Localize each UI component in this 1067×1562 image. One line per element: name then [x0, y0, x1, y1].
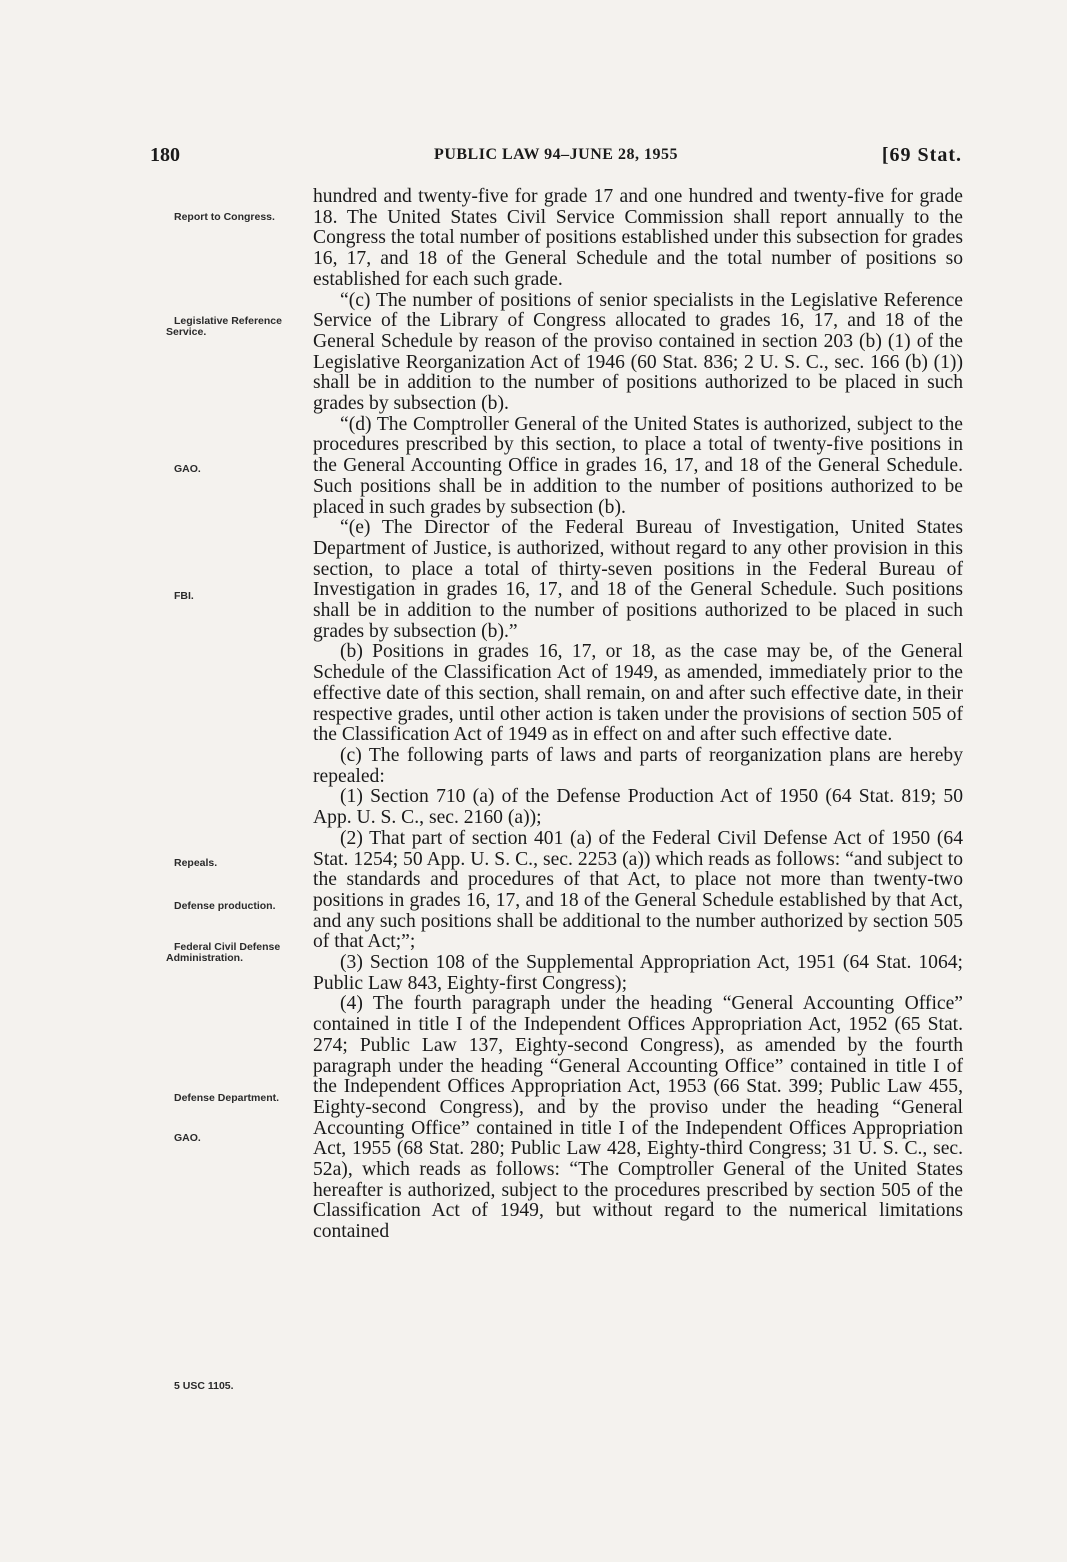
- margin-note-report-to-congress: Report to Congress.: [174, 211, 275, 223]
- paragraph-section-b: (b) Positions in grades 16, 17, or 18, as the case may be, of the General Schedule of the Classification Act of 1949, as amended, immediately prior to the effective date of this section, shall remain, on and after such effective date, in their respective grades, until other action is taken under the provisions of section 505 of the Classification Act of 1949 as in effect on and after such effective date.: [313, 641, 963, 746]
- margin-note-repeals: Repeals.: [174, 857, 218, 869]
- margin-note-gao: GAO.: [174, 463, 201, 475]
- paragraph-subsection-e: “(e) The Director of the Federal Bureau of Investigation, United States Department of Justice, is authorized, without regard to any other provision in this section, to place a total of thirty-seven positions in the Federal Bureau of Investigation in grades 16, 17, and 18 of the General Schedule. Such positions shall be in addition to the number of positions authorized to be placed in such grades by subsection (b).”: [313, 517, 963, 642]
- paragraph-subsection-d: “(d) The Comptroller General of the United States is authorized, subject to the procedures prescribed by this section, to place a total of twenty-five positions in the General Accounting Office in grades 16, 17, and 18 of the General Schedule. Such positions shall be in addition to the number of positions authorized to be placed in such grades by subsection (b).: [313, 413, 963, 518]
- margin-note-5-usc-1105: 5 USC 1105.: [174, 1380, 234, 1392]
- margin-note-fbi: FBI.: [174, 590, 194, 602]
- paragraph-subsection-c: “(c) The number of positions of senior specialists in the Legislative Reference Service of the Library of Congress allocated to grades 16, 17, and 18 of the General Schedule by reason of the proviso contained in section 203 (b) (1) of the Legislative Reorganization Act of 1946 (60 Stat. 836; 2 U. S. C., sec. 166 (b) (1)) shall be in addition to the number of positions authorized to be placed in such grades by subsection (b).: [313, 289, 963, 415]
- paragraph-repeal-4: (4) The fourth paragraph under the heading “General Accounting Office” contained in title I of the Independent Offices Appropriation Act, 1952 (65 Stat. 274; Public Law 137, Eighty-second Congress), as amended by the fourth paragraph under the heading “General Accounting Office” contained in title I of the Independent Offices Appropriation Act, 1953 (66 Stat. 399; Public Law 455, Eighty-second Congress), and by the proviso under the heading “General Accounting Office” contained in title I of the Independent Offices Appropriation Act, 1955 (68 Stat. 280; Public Law 428, Eighty-third Congress; 31 U. S. C., sec. 52a), which reads as follows: “The Comptroller General of the United States hereafter is authorized, subject to the procedures prescribed by section 505 of the Classification Act of 1949, but without regard to the numerical limitations contained: [313, 993, 963, 1243]
- paragraph-repeal-1: (1) Section 710 (a) of the Defense Production Act of 1950 (64 Stat. 819; 50 App. U. S. C., sec. 2160 (a));: [313, 786, 963, 829]
- page-number: 180: [150, 144, 180, 166]
- margin-note-federal-civil-defense: Federal Civil Defense Administration.: [166, 941, 281, 964]
- paragraph-repeal-3: (3) Section 108 of the Supplemental Appropriation Act, 1951 (64 Stat. 1064; Public Law 843, Eighty-first Congress);: [313, 952, 963, 994]
- paragraph-repeal-2: (2) That part of section 401 (a) of the Federal Civil Defense Act of 1950 (64 Stat. 1254; 50 App. U. S. C., sec. 2253 (a)) which reads as follows: “and subject to the standards and procedures of that Act, to place not more than twenty-two positions in grades 16, 17, and 18 of the General Schedule established by that Act, and any such positions shall be additional to the number authorized by section 505 of that Act;”;: [313, 827, 963, 953]
- paragraph-grade-totals: hundred and twenty-five for grade 17 and one hundred and twenty-five for grade 18. The United States Civil Service Commission shall report annually to the Congress the total number of positions established under this subsection for grades 16, 17, and 18 of the General Schedule and the total number of positions so established for each such grade.: [313, 186, 963, 290]
- running-head: PUBLIC LAW 94–JUNE 28, 1955: [434, 146, 678, 163]
- body-text: [313, 187, 963, 1243]
- margin-note-defense-production: Defense production.: [174, 900, 276, 912]
- statute-volume: [69 Stat.: [881, 144, 962, 166]
- paragraph-section-c: (c) The following parts of laws and parts of reorganization plans are hereby repealed:: [313, 744, 963, 787]
- margin-note-gao-2: GAO.: [174, 1132, 201, 1144]
- page-header: [150, 144, 962, 170]
- margin-note-legislative-reference-service: Legislative Reference Service.: [166, 315, 282, 338]
- margin-note-defense-department: Defense Department.: [174, 1092, 280, 1104]
